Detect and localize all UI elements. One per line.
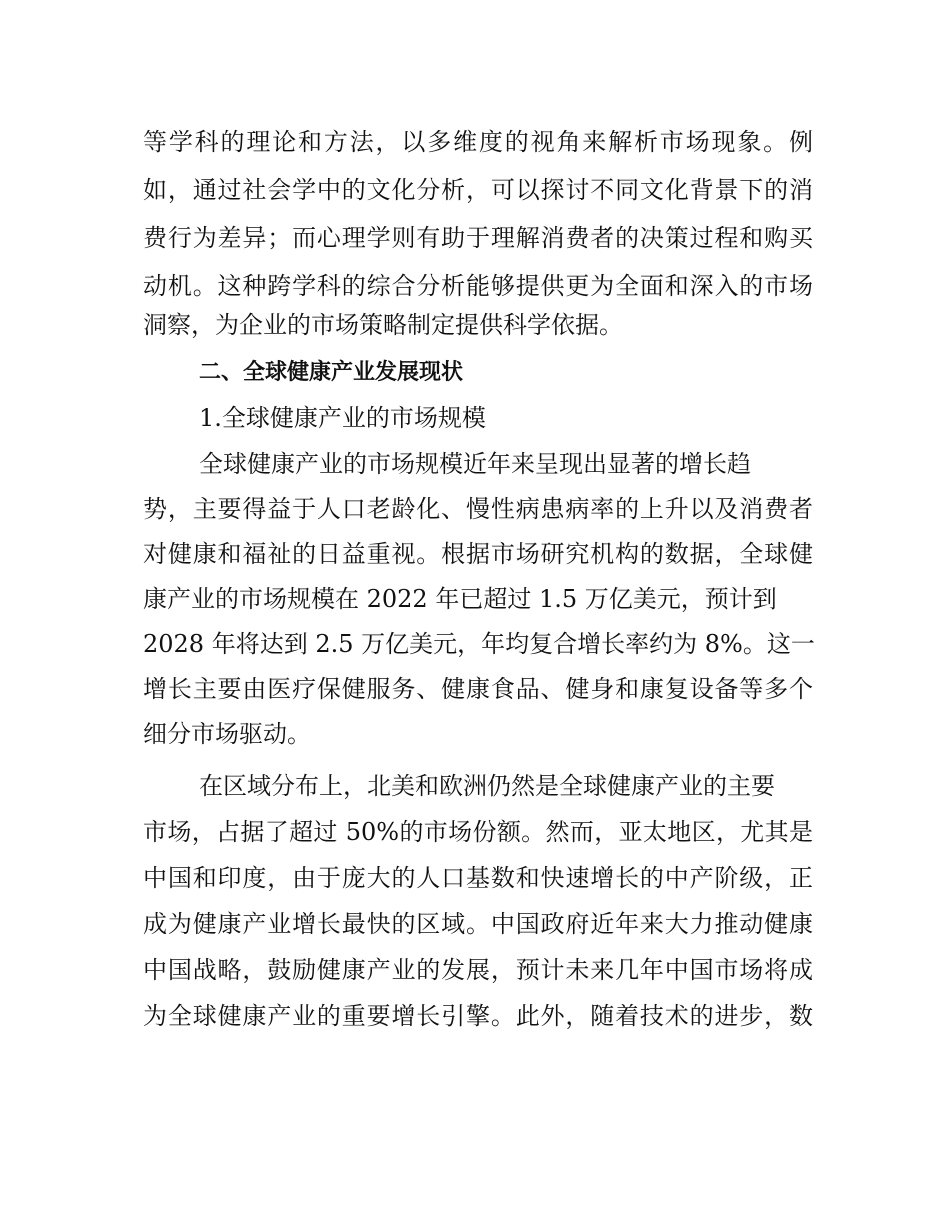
text-line: 中国和印度，由于庞大的人口基数和快速增长的中产阶级，正 (143, 864, 813, 892)
text-line: 细分市场驱动。 (143, 720, 311, 748)
text-line: 对健康和福祉的日益重视。根据市场研究机构的数据，全球健 (143, 540, 813, 568)
text-line: 市场，占据了超过 50%的市场份额。然而，亚太地区，尤其是 (143, 818, 813, 846)
text-line: 为全球健康产业的重要增长引擎。此外，随着技术的进步，数 (143, 1002, 813, 1030)
section-heading: 二、全球健康产业发展现状 (199, 360, 464, 385)
text-line: 势，主要得益于人口老龄化、慢性病患病率的上升以及消费者 (143, 495, 813, 523)
text-line: 2028 年将达到 2.5 万亿美元，年均复合增长率约为 8%。这一 (143, 630, 815, 658)
text-line: 全球健康产业的市场规模近年来呈现出显著的增长趋 (199, 450, 751, 478)
text-line: 费行为差异；而心理学则有助于理解消费者的决策过程和购买 (143, 224, 813, 252)
text-line: 动机。这种跨学科的综合分析能够提供更为全面和深入的市场 (143, 272, 813, 300)
text-line: 如，通过社会学中的文化分析，可以探讨不同文化背景下的消 (143, 176, 813, 204)
text-line: 在区域分布上，北美和欧洲仍然是全球健康产业的主要 (199, 772, 775, 800)
text-line: 成为健康产业增长最快的区域。中国政府近年来大力推动健康 (143, 910, 813, 938)
text-line: 中国战略，鼓励健康产业的发展，预计未来几年中国市场将成 (143, 956, 813, 984)
text-line: 增长主要由医疗保健服务、健康食品、健身和康复设备等多个 (143, 675, 813, 703)
text-line: 洞察，为企业的市场策略制定提供科学依据。 (143, 311, 623, 339)
subsection-heading: 1.全球健康产业的市场规模 (199, 404, 486, 432)
text-line: 康产业的市场规模在 2022 年已超过 1.5 万亿美元，预计到 (143, 585, 777, 613)
text-line: 等学科的理论和方法，以多维度的视角来解析市场现象。例 (143, 128, 813, 156)
